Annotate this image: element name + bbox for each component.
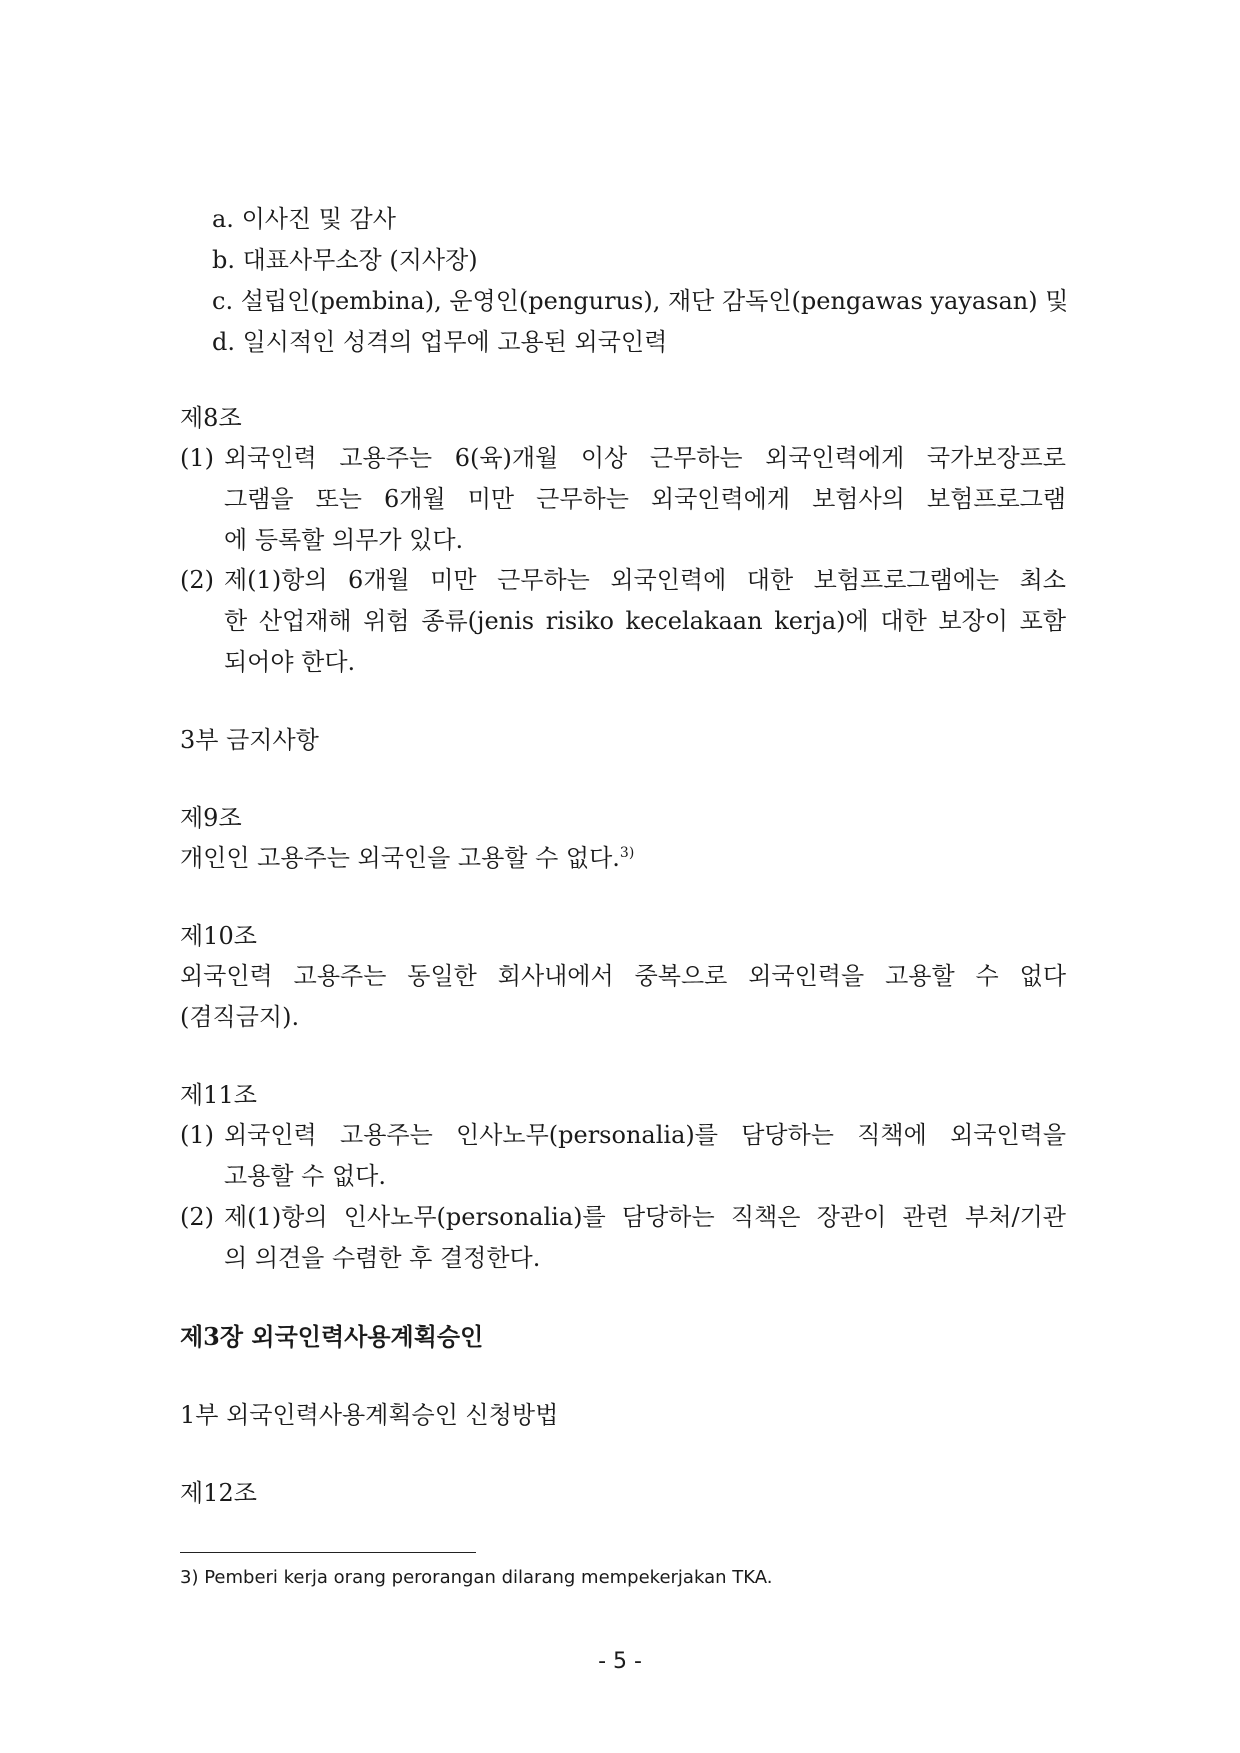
article-10-line-2: (겸직금지). [180,1003,300,1031]
article-8-clause-2-number: (2) [180,566,214,594]
article-9-text [180,841,634,875]
article-11-clause-2-line-1: 제(1)항의 인사노무(personalia)를 담당하는 직책은 장관이 관련 부처/기관 [224,1203,1066,1231]
article-11-clause-2-line-2: 의 의견을 수렴한 후 결정한다. [224,1244,541,1272]
footnote: 3) Pemberi kerja orang perorangan dilarang mempekerjakan TKA. [180,1567,773,1588]
article-10-line-1: 외국인력 고용주는 동일한 회사내에서 중복으로 외국인력을 고용할 수 없다 [180,962,1066,990]
article-8-clause-1-line-1: 외국인력 고용주는 6(육)개월 이상 근무하는 외국인력에게 국가보장프로 [224,444,1066,472]
article-8-clause-2-line-2: 한 산업재해 위험 종류(jenis risiko kecelakaan kerja)에 대한 보장이 포함 [224,607,1066,635]
article-11-clause-1-number: (1) [180,1121,214,1149]
article-11-clause-2-number: (2) [180,1203,214,1231]
part-1-title: 1부 외국인력사용계획승인 신청방법 [180,1401,559,1429]
chapter-3-title: 제3장 외국인력사용계획승인 [180,1322,484,1351]
article-11-clause-1-line-2: 고용할 수 없다. [224,1162,386,1190]
page-number: - 5 - [598,1649,642,1674]
article-12-heading: 제12조 [180,1479,257,1507]
article-11-clause-1-line-1: 외국인력 고용주는 인사노무(personalia)를 담당하는 직책에 외국인력을 [224,1121,1066,1149]
article-8-heading: 제8조 [180,404,242,432]
article-8-clause-2-line-1: 제(1)항의 6개월 미만 근무하는 외국인력에 대한 보험프로그램에는 최소 [224,566,1066,594]
footnote-reference: 3) [619,845,635,861]
article-9-body: 개인인 고용주는 외국인을 고용할 수 없다. [180,844,620,872]
list-item-d: d. 일시적인 성격의 업무에 고용된 외국인력 [212,328,668,356]
article-8-clause-1-number: (1) [180,444,214,472]
list-item-a: a. 이사진 및 감사 [212,205,396,233]
article-10-heading: 제10조 [180,922,257,950]
article-8-clause-2-line-3: 되어야 한다. [224,648,356,676]
footnote-divider [180,1552,476,1553]
article-11-heading: 제11조 [180,1081,257,1109]
part-3-title: 3부 금지사항 [180,726,319,754]
list-item-b: b. 대표사무소장 (지사장) [212,246,478,274]
list-item-c: c. 설립인(pembina), 운영인(pengurus), 재단 감독인(pengawas yayasan) 및 [212,287,1069,315]
article-8-clause-1-line-3: 에 등록할 의무가 있다. [224,526,464,554]
article-8-clause-1-line-2: 그램을 또는 6개월 미만 근무하는 외국인력에게 보험사의 보험프로그램 [224,485,1066,513]
article-9-heading: 제9조 [180,804,242,832]
